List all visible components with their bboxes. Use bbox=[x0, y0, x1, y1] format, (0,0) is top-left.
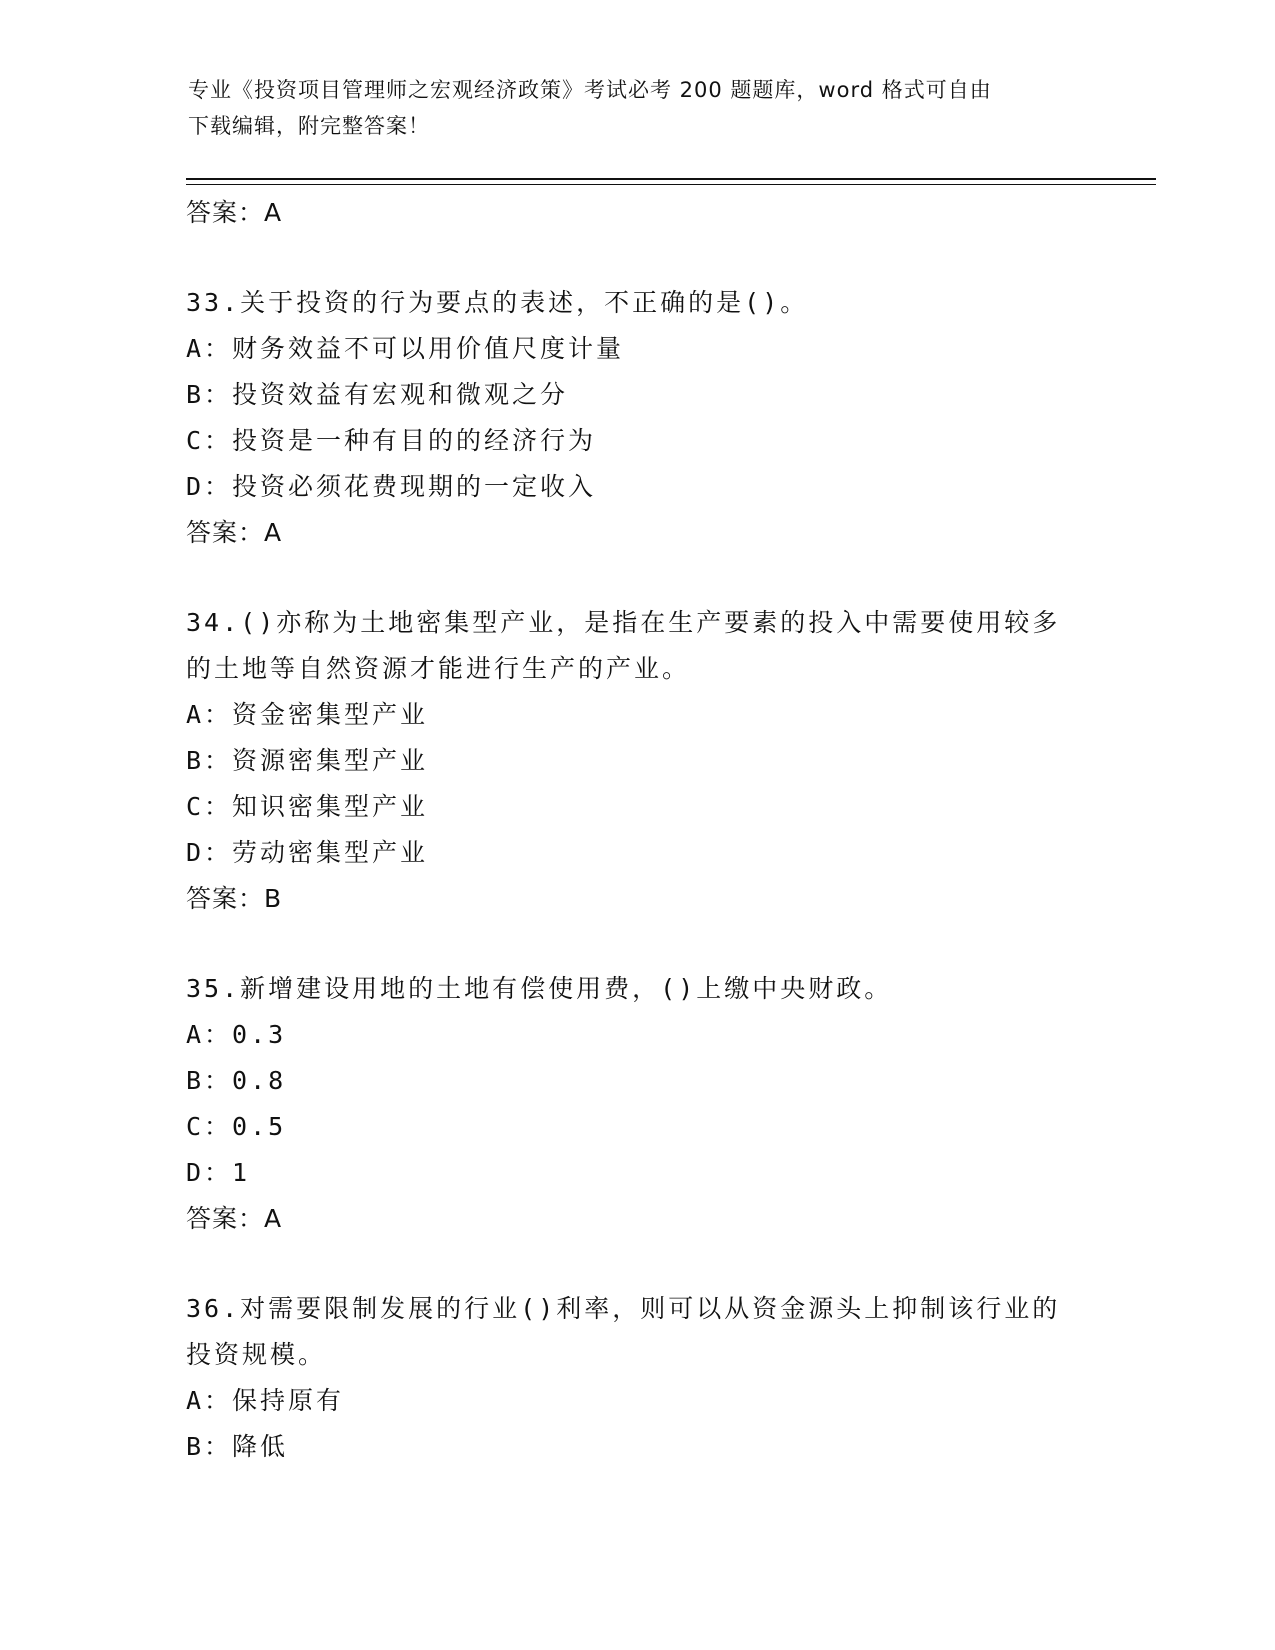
option-c: C：投资是一种有目的的经济行为 bbox=[186, 426, 597, 455]
header-line-2: 下载编辑，附完整答案！ bbox=[188, 114, 430, 138]
option-a: A：0.3 bbox=[186, 1020, 287, 1049]
header-line-1: 专业《投资项目管理师之宏观经济政策》考试必考 200 题题库，word 格式可自由 bbox=[188, 78, 992, 102]
option-d: D：1 bbox=[186, 1158, 251, 1187]
option-d: D：投资必须花费现期的一定收入 bbox=[186, 472, 597, 501]
question-35 bbox=[186, 966, 1086, 1242]
header-divider-thin bbox=[186, 184, 1156, 185]
question-34 bbox=[186, 600, 1086, 922]
option-b: B：降低 bbox=[186, 1432, 289, 1461]
header-divider-thick bbox=[186, 178, 1156, 180]
question-text: 35.新增建设用地的土地有偿使用费，()上缴中央财政。 bbox=[186, 974, 893, 1003]
answer-label: 答案：B bbox=[186, 884, 283, 913]
option-d: D：劳动密集型产业 bbox=[186, 838, 429, 867]
option-a: A：保持原有 bbox=[186, 1386, 345, 1415]
answer-label: 答案：A bbox=[186, 1204, 283, 1233]
answer-label: 答案：A bbox=[186, 198, 283, 227]
answer-label: 答案：A bbox=[186, 518, 283, 547]
option-b: B：资源密集型产业 bbox=[186, 746, 429, 775]
option-c: C：知识密集型产业 bbox=[186, 792, 429, 821]
option-c: C：0.5 bbox=[186, 1112, 287, 1141]
question-text-line-1: 34.()亦称为土地密集型产业，是指在生产要素的投入中需要使用较多 bbox=[186, 608, 1061, 637]
question-36 bbox=[186, 1286, 1086, 1470]
option-b: B：0.8 bbox=[186, 1066, 287, 1095]
question-text: 33.关于投资的行为要点的表述，不正确的是()。 bbox=[186, 288, 809, 317]
option-a: A：财务效益不可以用价值尺度计量 bbox=[186, 334, 625, 363]
option-b: B：投资效益有宏观和微观之分 bbox=[186, 380, 569, 409]
question-text-line-1: 36.对需要限制发展的行业()利率，则可以从资金源头上抑制该行业的 bbox=[186, 1294, 1061, 1323]
question-33 bbox=[186, 280, 1086, 556]
question-text-line-2: 投资规模。 bbox=[186, 1340, 327, 1369]
page-header bbox=[188, 72, 1088, 144]
document-body bbox=[186, 190, 1086, 1470]
option-a: A：资金密集型产业 bbox=[186, 700, 429, 729]
question-text-line-2: 的土地等自然资源才能进行生产的产业。 bbox=[186, 654, 691, 683]
